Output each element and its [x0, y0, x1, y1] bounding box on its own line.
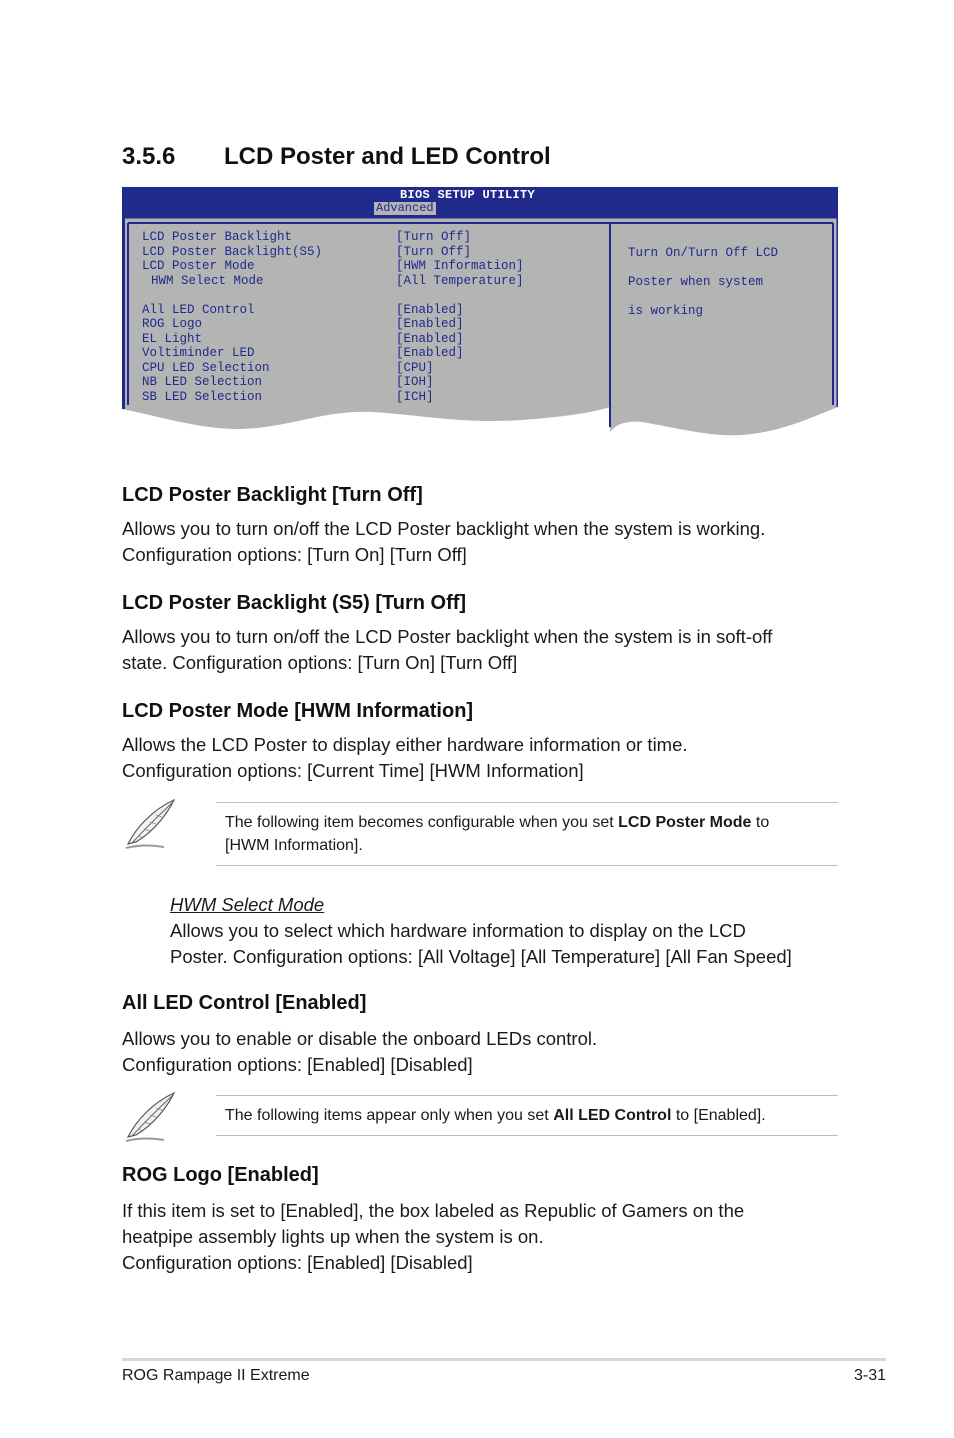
bios-title: BIOS SETUP UTILITY — [400, 188, 536, 202]
bios-row-value: [Turn Off] — [396, 244, 472, 259]
bios-tab-advanced: Advanced — [376, 201, 434, 215]
item-description — [122, 516, 842, 568]
bios-row-value: [IOH] — [396, 375, 434, 389]
item-line: Allows you to turn on/off the LCD Poster backlight when the system is in soft-off — [122, 626, 773, 647]
item-line: Configuration options: [Enabled] [Disabled] — [122, 1252, 473, 1273]
bios-row-label: ROG Logo — [142, 317, 203, 331]
footer-page-number: 3-31 — [853, 1367, 886, 1384]
bios-row-label: EL Light — [142, 331, 203, 346]
item-line: Configuration options: [Enabled] [Disabled] — [122, 1054, 473, 1075]
item-heading: LCD Poster Backlight (S5) [Turn Off] — [122, 592, 467, 614]
subitem-hwm-select-mode — [170, 892, 792, 970]
note-bottom-rule — [216, 1135, 838, 1136]
section-title-text: LCD Poster and LED Control — [224, 143, 551, 170]
subitem-line: Poster. Configuration options: [All Voltage] [All Temperature] [All Fan Speed] — [170, 946, 792, 967]
note-text-post: to [Enabled]. — [671, 1107, 766, 1124]
bios-row-value: [ICH] — [396, 389, 434, 404]
bios-row-value: [CPU] — [396, 360, 434, 375]
bios-row-value: [All Temperature] — [396, 273, 524, 288]
bios-row-label: LCD Poster Backlight — [142, 230, 293, 244]
item-line: Configuration options: [Current Time] [HWM Information] — [122, 760, 584, 781]
section-title — [122, 143, 551, 171]
item-line: Configuration options: [Turn On] [Turn Off] — [122, 544, 467, 565]
note-text-pre: The following items appear only when you set — [225, 1107, 554, 1124]
item-description — [122, 1026, 842, 1078]
bios-row-value: [Enabled] — [396, 317, 464, 331]
subitem-title: HWM Select Mode — [170, 894, 325, 915]
bios-row-label: HWM Select Mode — [151, 273, 264, 288]
footer-product-name: ROG Rampage II Extreme — [122, 1367, 310, 1384]
note-box — [122, 1091, 838, 1139]
note-top-rule — [216, 1095, 838, 1096]
item-heading: LCD Poster Backlight [Turn Off] — [122, 484, 423, 506]
note-text — [225, 811, 769, 857]
note-text-bold: All LED Control — [553, 1107, 672, 1124]
item-description — [122, 732, 842, 784]
bios-row-label: SB LED Selection — [142, 389, 263, 404]
item-line: If this item is set to [Enabled], the box labeled as Republic of Gamers on the — [122, 1200, 745, 1221]
bios-help-line: Turn On/Turn Off LCD — [628, 245, 779, 260]
bios-row-label: Voltiminder LED — [142, 346, 255, 360]
item-line: Allows you to turn on/off the LCD Poster backlight when the system is working. — [122, 518, 766, 539]
subitem-line: Allows you to select which hardware information to display on the LCD — [170, 920, 746, 941]
bios-row-value: [Enabled] — [396, 331, 464, 346]
bios-row-value: [HWM Information] — [396, 259, 524, 273]
bios-help-text — [628, 231, 818, 333]
item-line: Allows the LCD Poster to display either hardware information or time. — [122, 734, 688, 755]
note-text-post: to — [751, 814, 770, 831]
note-text — [225, 1104, 766, 1127]
bios-row-value: [Enabled] — [396, 302, 464, 317]
note-bottom-rule — [216, 865, 838, 866]
bios-row-value: [Turn Off] — [396, 230, 472, 244]
note-text-pre: The following item becomes configurable when you set — [225, 814, 619, 831]
note-text-bold: LCD Poster Mode — [618, 814, 752, 831]
bios-row-label: CPU LED Selection — [142, 360, 270, 375]
item-heading: LCD Poster Mode [HWM Information] — [122, 700, 474, 722]
bios-row-value: [Enabled] — [396, 346, 464, 360]
item-line: Allows you to enable or disable the onboard LEDs control. — [122, 1028, 598, 1049]
bios-header — [122, 187, 838, 217]
item-description — [122, 624, 842, 676]
feather-pen-icon — [122, 1091, 178, 1147]
item-line: state. Configuration options: [Turn On] [Turn Off] — [122, 652, 518, 673]
item-line: heatpipe assembly lights up when the system is on. — [122, 1226, 544, 1247]
bios-help-line: is working — [628, 303, 704, 318]
note-top-rule — [216, 802, 838, 803]
item-description — [122, 1198, 842, 1276]
bios-row-label: LCD Poster Backlight(S5) — [142, 244, 323, 259]
bios-help-line: Poster when system — [628, 274, 764, 289]
section-number: 3.5.6 — [122, 143, 176, 170]
feather-pen-icon — [122, 798, 178, 854]
bios-row-label: NB LED Selection — [142, 375, 263, 389]
bios-screenshot — [122, 187, 838, 439]
item-heading: All LED Control [Enabled] — [122, 992, 367, 1014]
bios-row-label: LCD Poster Mode — [142, 259, 255, 273]
footer-rule — [122, 1358, 886, 1361]
note-box — [122, 798, 838, 868]
bios-row-label: All LED Control — [142, 302, 255, 317]
item-heading: ROG Logo [Enabled] — [122, 1164, 319, 1186]
note-text-line2: [HWM Information]. — [225, 837, 363, 854]
bios-body — [122, 217, 838, 439]
